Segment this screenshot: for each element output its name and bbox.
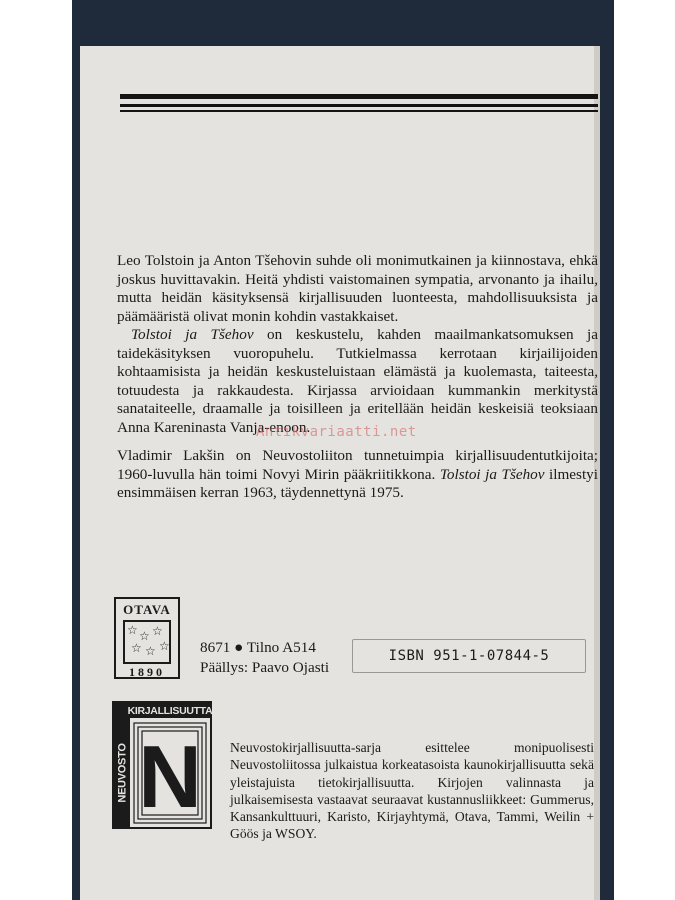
- publisher-name: OTAVA: [123, 602, 171, 617]
- series-description: Neuvostokirjallisuutta-sarja esittelee monipuolisesti Neuvostoliitossa julkaistua korkeatasoista kaunokirjallisuutta sekä yleistajuista tietokirjallisuutta. Kirjojen valinnasta ja julkaisemisesta vastaavat seuraavat kustannusliikkeet: Gummerus, Kansankulttuuri, Karisto, Kirjayhtymä, Otava, Tammi, Weilin + Göös ja WSOY.: [230, 740, 594, 842]
- back-cover: [80, 46, 600, 900]
- isbn-label: ISBN 951-1-07844-5: [352, 639, 586, 673]
- cover-credit: Päällys: Paavo Ojasti: [200, 659, 330, 676]
- otava-publisher-logo: [114, 597, 180, 679]
- order-number: Tilno A514: [246, 639, 316, 656]
- neuvostokirjallisuutta-logo: [112, 701, 212, 829]
- book-title-italic-2: Tolstoi ja Tšehov: [439, 465, 545, 483]
- star-icon: ☆: [152, 624, 163, 638]
- author-text-2: ilmestyi ensimmäisen kerran 1963, täydennettynä 1975.: [117, 465, 598, 501]
- blurb: [117, 252, 598, 503]
- blurb-paragraph-1: Leo Tolstoin ja Anton Tšehovin suhde oli monimutkainen ja kiinnostava, ehkä joskus huvittavakin. Heitä yhdisti vaistomainen sympatia, arvonanto ja ihailu, mutta heidän käsityksensä kirjallisuuden luonteesta, mahdollisuuksista ja päämääristä olivat monin kohdin vastakkaiset.: [117, 252, 598, 325]
- logo-side-text: NEUVOSTO: [116, 743, 129, 803]
- star-icon: ☆: [139, 629, 150, 643]
- star-icon: ☆: [131, 641, 142, 655]
- blurb-paragraph-2-text: on keskustelu, kahden maailmankatsomuksen ja taidekäsityksen vuoropuhelu. Tutkielmassa kerrotaan kirjailijoiden kohtaamisista ja heidän keskusteluistaan elämästä ja kuolemasta, taiteesta, totuudesta ja rakkaudesta. Kirjassa arvioidaan kummankin merkitystä sanataiteelle, draamalle ja toisilleen ja eritellään heidän keskeisiä teoksiaan Anna Kareninasta Vanja-enoon.: [117, 326, 598, 436]
- publisher-year: 1890: [129, 665, 165, 679]
- star-icon: ☆: [127, 623, 138, 637]
- book-title-italic: Tolstoi ja Tšehov: [131, 326, 254, 343]
- watermark-text: Antikvariaatti.net: [256, 424, 417, 440]
- decorative-rule-medium: [120, 104, 598, 107]
- decorative-rule-thin: [120, 110, 598, 112]
- stars-emblem: [123, 620, 171, 664]
- blurb-paragraph-2: [117, 326, 598, 437]
- star-icon: ☆: [159, 639, 170, 653]
- logo-big-letter: N: [138, 727, 202, 826]
- bullet: ●: [234, 639, 244, 656]
- decorative-rule-thick: [120, 94, 598, 99]
- logo-top-text: KIRJALLISUUTTA: [127, 705, 212, 717]
- star-icon: ☆: [145, 644, 156, 658]
- author-paragraph: [117, 447, 598, 503]
- product-info: [200, 638, 329, 678]
- product-code: 8671: [200, 639, 231, 656]
- author-text: Vladimir Lakšin on Neuvostoliiton tunnetuimpia kirjallisuudentutkijoita; 1960-luvulla hän toimi Novyi Mirin pääkriitikkona.: [117, 447, 598, 483]
